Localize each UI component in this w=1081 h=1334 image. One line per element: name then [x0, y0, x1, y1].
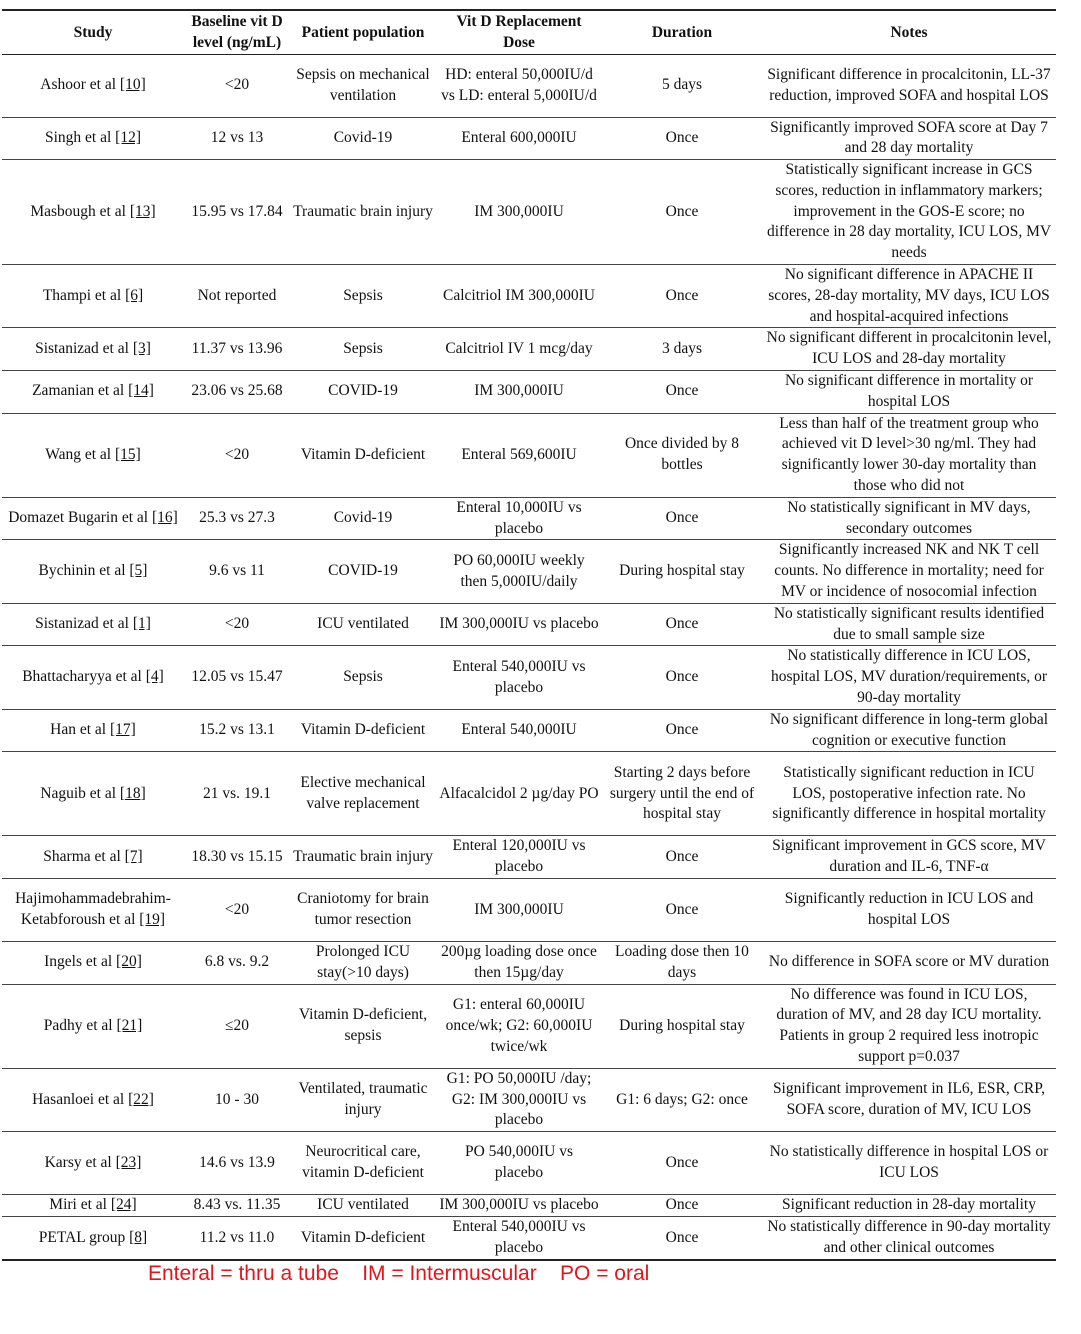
reference-link[interactable]: [14]: [128, 382, 154, 400]
duration-cell: During hospital stay: [619, 562, 745, 580]
baseline-cell: 15.95 vs 17.84: [191, 202, 283, 220]
baseline-cell: 6.8 vs. 9.2: [204, 953, 270, 971]
duration-cell: Once divided by 8 bottles: [624, 435, 740, 474]
duration-cell: Once: [665, 382, 699, 400]
notes-cell: Significantly reduction in ICU LOS and hospital LOS: [784, 890, 1034, 929]
reference-link[interactable]: [18]: [119, 784, 146, 802]
table-row: [2, 54, 1056, 117]
duration-cell: Once: [665, 847, 699, 865]
population-cell: Vitamin D-deficient: [300, 721, 426, 739]
population-cell: Vitamin D-deficient, sepsis: [298, 1006, 428, 1045]
dose-cell: Calcitriol IV 1 mcg/day: [445, 339, 593, 357]
reference-link[interactable]: [3]: [132, 339, 151, 357]
table-row: [2, 646, 1056, 709]
dose-cell: IM 300,000IU: [474, 202, 564, 220]
duration-cell: Once: [665, 668, 699, 686]
baseline-cell: 18.30 vs 15.15: [191, 847, 283, 865]
study-cell: [2, 54, 184, 117]
studies-table: [2, 9, 1056, 1261]
table-row: [2, 160, 1056, 265]
population-cell: Covid-19: [333, 509, 393, 527]
population-cell: Elective mechanical valve replacement: [300, 774, 426, 812]
table-row: [2, 942, 1056, 985]
population-cell: Vitamin D-deficient: [300, 1228, 426, 1246]
duration-cell: Once: [665, 509, 699, 527]
study-name: Hasanloei et al: [32, 1090, 125, 1108]
baseline-cell: <20: [224, 615, 250, 633]
reference-link[interactable]: [1]: [132, 615, 151, 633]
duration-cell: During hospital stay: [619, 1016, 745, 1034]
notes-cell: No statistically significant in MV days, secondary outcomes: [787, 498, 1031, 537]
study-cell: [2, 160, 184, 265]
study-cell: [2, 497, 184, 540]
reference-link[interactable]: [17]: [110, 721, 136, 739]
baseline-cell: 8.43 vs. 11.35: [193, 1196, 281, 1214]
population-cell: Covid-19: [333, 128, 393, 146]
reference-link[interactable]: [7]: [124, 847, 143, 865]
study-cell: [2, 836, 184, 879]
study-name: Bychinin et al: [38, 562, 126, 580]
population-cell: COVID-19: [328, 562, 398, 580]
reference-link[interactable]: [22]: [128, 1090, 154, 1108]
reference-link[interactable]: [24]: [110, 1196, 137, 1214]
baseline-cell: 21 vs. 19.1: [202, 784, 272, 802]
study-cell: [2, 984, 184, 1068]
notes-cell: Statistically significant increase in GCS scores, reduction in inflammatory markers; improvement in the GOS-E score; no difference in 28 day mortality, ICU LOS, MV needs: [766, 161, 1052, 262]
study-cell: [2, 1132, 184, 1195]
study-cell: [2, 879, 184, 942]
duration-cell: Once: [665, 128, 699, 146]
population-cell: Prolonged ICU stay(>10 days): [315, 943, 411, 981]
study-name: Karsy et al: [44, 1153, 112, 1171]
dose-cell: G1: PO 50,000IU /day; G2: IM 300,000IU vs placebo: [446, 1069, 592, 1129]
dose-cell: Enteral 120,000IU vs placebo: [452, 837, 586, 876]
study-name: Ashoor et al: [40, 76, 117, 94]
study-cell: [2, 265, 184, 328]
study-name: Sistanizad et al: [35, 339, 129, 357]
population-cell: Traumatic brain injury: [293, 847, 433, 865]
population-cell: Traumatic brain injury: [293, 202, 433, 220]
study-name: Sharma et al: [43, 847, 121, 865]
baseline-cell: <20: [224, 900, 250, 918]
header-dose: Vit D Replacement Dose: [456, 13, 582, 52]
abbreviation-legend: Enteral = thru a tube IM = Intermuscular PO = oral: [148, 1262, 650, 1285]
study-cell: [2, 942, 184, 985]
header-duration: Duration: [651, 23, 713, 41]
table-row: [2, 709, 1056, 752]
baseline-cell: 12.05 vs 15.47: [191, 668, 283, 686]
baseline-cell: 11.2 vs 11.0: [199, 1228, 275, 1246]
table-row: [2, 540, 1056, 603]
notes-cell: Significant improvement in GCS score, MV duration and IL-6, TNF-α: [772, 837, 1046, 876]
population-cell: ICU ventilated: [317, 615, 409, 633]
notes-cell: No difference was found in ICU LOS, duration of MV, and 28 day ICU mortality. Patients in group 2 required less inotropic support p=0.037: [776, 985, 1042, 1065]
study-name: Domazet Bugarin et al: [8, 509, 149, 527]
reference-link[interactable]: [21]: [116, 1016, 143, 1034]
notes-cell: No statistically difference in 90-day mortality and other clinical outcomes: [767, 1218, 1051, 1256]
population-cell: Sepsis: [343, 668, 383, 686]
baseline-cell: ≤20: [224, 1016, 249, 1034]
duration-cell: Once: [665, 286, 699, 304]
duration-cell: Loading dose then 10 days: [615, 943, 749, 981]
study-name: Thampi et al: [42, 286, 122, 304]
reference-link[interactable]: [4]: [145, 668, 164, 686]
reference-link[interactable]: [12]: [115, 128, 141, 146]
study-name: Ingels et al: [44, 953, 113, 971]
notes-cell: No significant different in procalcitonin level, ICU LOS and 28-day mortality: [766, 329, 1052, 368]
duration-cell: Once: [665, 721, 699, 739]
notes-cell: Significant difference in procalcitonin, LL-37 reduction, improved SOFA and hospital LOS: [767, 65, 1051, 104]
notes-cell: No statistically significant results identified due to small sample size: [773, 604, 1045, 643]
study-cell: [2, 1217, 184, 1260]
duration-cell: 3 days: [661, 339, 703, 357]
duration-cell: Once: [665, 1228, 699, 1246]
dose-cell: IM 300,000IU vs placebo: [439, 615, 599, 633]
reference-link[interactable]: [23]: [115, 1153, 142, 1171]
table-row: [2, 879, 1056, 942]
baseline-cell: 23.06 vs 25.68: [191, 382, 283, 400]
population-cell: Sepsis on mechanical ventilation: [296, 65, 430, 104]
study-cell: [2, 328, 184, 371]
dose-cell: Enteral 10,000IU vs placebo: [456, 498, 582, 537]
dose-cell: Enteral 540,000IU vs placebo: [452, 1218, 586, 1256]
notes-cell: Statistically significant reduction in ICU LOS, postoperative infection rate. No significantly difference in hospital mortality: [772, 763, 1046, 823]
study-name: Wang et al: [45, 445, 112, 463]
dose-cell: Enteral 600,000IU: [461, 128, 577, 146]
duration-cell: Once: [665, 1196, 699, 1214]
study-name: Masbough et al: [30, 202, 126, 220]
population-cell: Ventilated, traumatic injury: [298, 1080, 428, 1118]
table-row: [2, 836, 1056, 879]
study-cell: [2, 603, 184, 646]
notes-cell: No significant difference in APACHE II scores, 28-day mortality, MV days, ICU LOS and hospital-acquired infections: [768, 266, 1050, 325]
table-row: [2, 1195, 1056, 1217]
duration-cell: Once: [665, 900, 699, 918]
study-cell: [2, 752, 184, 836]
notes-cell: No statistically difference in hospital LOS or ICU LOS: [769, 1143, 1049, 1182]
baseline-cell: 15.2 vs 13.1: [199, 721, 275, 739]
duration-cell: 5 days: [661, 76, 703, 94]
dose-cell: Enteral 569,600IU: [461, 445, 577, 463]
reference-link[interactable]: [5]: [129, 562, 148, 580]
table-row: [2, 497, 1056, 540]
study-cell: [2, 371, 184, 414]
reference-link[interactable]: [10]: [119, 76, 146, 94]
population-cell: ICU ventilated: [317, 1196, 409, 1214]
baseline-cell: <20: [224, 76, 250, 94]
study-name: Bhattacharyya et al: [22, 668, 142, 686]
notes-cell: No significant difference in mortality or hospital LOS: [784, 372, 1034, 410]
notes-cell: No difference in SOFA score or MV duration: [768, 953, 1050, 971]
table-row: [2, 752, 1056, 836]
dose-cell: PO 60,000IU weekly then 5,000IU/daily: [453, 551, 585, 590]
reference-link[interactable]: [20]: [116, 953, 142, 971]
dose-cell: PO 540,000IU vs placebo: [464, 1143, 574, 1182]
duration-cell: G1: 6 days; G2: once: [616, 1090, 748, 1108]
baseline-cell: 25.3 vs 27.3: [199, 509, 275, 527]
reference-link[interactable]: [15]: [114, 445, 141, 463]
reference-link[interactable]: [19]: [139, 911, 166, 929]
reference-link[interactable]: [16]: [151, 509, 178, 527]
dose-cell: Enteral 540,000IU vs placebo: [452, 657, 586, 696]
dose-cell: 200µg loading dose once then 15µg/day: [441, 943, 597, 981]
study-name: Padhy et al: [43, 1016, 113, 1034]
dose-cell: HD: enteral 50,000IU/d vs LD: enteral 5,000IU/d: [441, 65, 597, 104]
notes-cell: No statistically difference in ICU LOS, hospital LOS, MV duration/requirements, or 90-day mortality: [770, 647, 1048, 707]
dose-cell: IM 300,000IU: [474, 382, 564, 400]
reference-link[interactable]: [8]: [129, 1228, 148, 1246]
population-cell: Neurocritical care, vitamin D-deficient: [302, 1143, 424, 1182]
baseline-cell: 14.6 vs 13.9: [199, 1153, 275, 1171]
header-row: [2, 10, 1056, 54]
duration-cell: Starting 2 days before surgery until the end of hospital stay: [609, 763, 755, 823]
duration-cell: Once: [665, 202, 699, 220]
dose-cell: IM 300,000IU: [474, 900, 564, 918]
dose-cell: Enteral 540,000IU: [461, 721, 577, 739]
notes-cell: Significantly increased NK and NK T cell counts. No difference in mortality; need for MV or incidence of nosocomial infection: [774, 541, 1044, 601]
table-row: [2, 413, 1056, 497]
population-cell: Craniotomy for brain tumor resection: [297, 890, 429, 929]
baseline-cell: 11.37 vs 13.96: [191, 339, 283, 357]
population-cell: Sepsis: [343, 286, 383, 304]
study-cell: [2, 1195, 184, 1217]
table-row: [2, 328, 1056, 371]
study-name: Hajimohammadebrahim-Ketabforoush et al: [15, 890, 171, 929]
header-study: Study: [73, 23, 113, 41]
table-row: [2, 984, 1056, 1068]
dose-cell: Calcitriol IM 300,000IU: [443, 286, 595, 304]
dose-cell: IM 300,000IU vs placebo: [439, 1196, 599, 1214]
baseline-cell: 10 - 30: [215, 1090, 259, 1108]
notes-cell: Less than half of the treatment group who achieved vit D level>30 ng/ml. They had significantly lower 30-day mortality than those who did not: [779, 414, 1039, 495]
reference-link[interactable]: [13]: [129, 202, 156, 220]
study-cell: [2, 540, 184, 603]
baseline-cell: <20: [224, 445, 250, 463]
study-cell: [2, 117, 184, 160]
duration-cell: Once: [665, 1153, 699, 1171]
table-row: [2, 1068, 1056, 1131]
notes-cell: No significant difference in long-term global cognition or executive function: [769, 710, 1049, 749]
study-name: Miri et al: [49, 1196, 107, 1214]
study-name: Han et al: [50, 721, 107, 739]
header-notes: Notes: [890, 23, 928, 41]
dose-cell: G1: enteral 60,000IU once/wk; G2: 60,000IU twice/wk: [445, 996, 593, 1055]
study-cell: [2, 709, 184, 752]
population-cell: Vitamin D-deficient: [300, 445, 426, 463]
reference-link[interactable]: [6]: [125, 286, 144, 304]
study-cell: [2, 646, 184, 709]
table-body: [2, 54, 1056, 1260]
table-row: [2, 603, 1056, 646]
study-cell: [2, 413, 184, 497]
duration-cell: Once: [665, 615, 699, 633]
table-row: [2, 1217, 1056, 1260]
table-row: [2, 371, 1056, 414]
population-cell: Sepsis: [343, 339, 383, 357]
notes-cell: Significantly improved SOFA score at Day 7 and 28 day mortality: [770, 118, 1048, 157]
population-cell: COVID-19: [328, 382, 398, 400]
baseline-cell: 9.6 vs 11: [209, 562, 265, 580]
table-row: [2, 1132, 1056, 1195]
baseline-cell: Not reported: [197, 286, 277, 304]
table-row: [2, 117, 1056, 160]
study-name: Sistanizad et al: [35, 615, 129, 633]
study-name: Zamanian et al: [32, 382, 125, 400]
baseline-cell: 12 vs 13: [210, 128, 264, 146]
dose-cell: Alfacalcidol 2 µg/day PO: [439, 784, 599, 802]
header-population: Patient population: [301, 23, 425, 41]
study-name: PETAL group: [38, 1228, 126, 1246]
notes-cell: Significant reduction in 28-day mortality: [782, 1196, 1036, 1214]
notes-cell: Significant improvement in IL6, ESR, CRP, SOFA score, duration of MV, ICU LOS: [772, 1080, 1046, 1118]
table-row: [2, 265, 1056, 328]
header-baseline: Baseline vit D level (ng/mL): [191, 13, 283, 52]
study-name: Naguib et al: [40, 784, 117, 802]
study-name: Singh et al: [44, 128, 112, 146]
study-cell: [2, 1068, 184, 1131]
